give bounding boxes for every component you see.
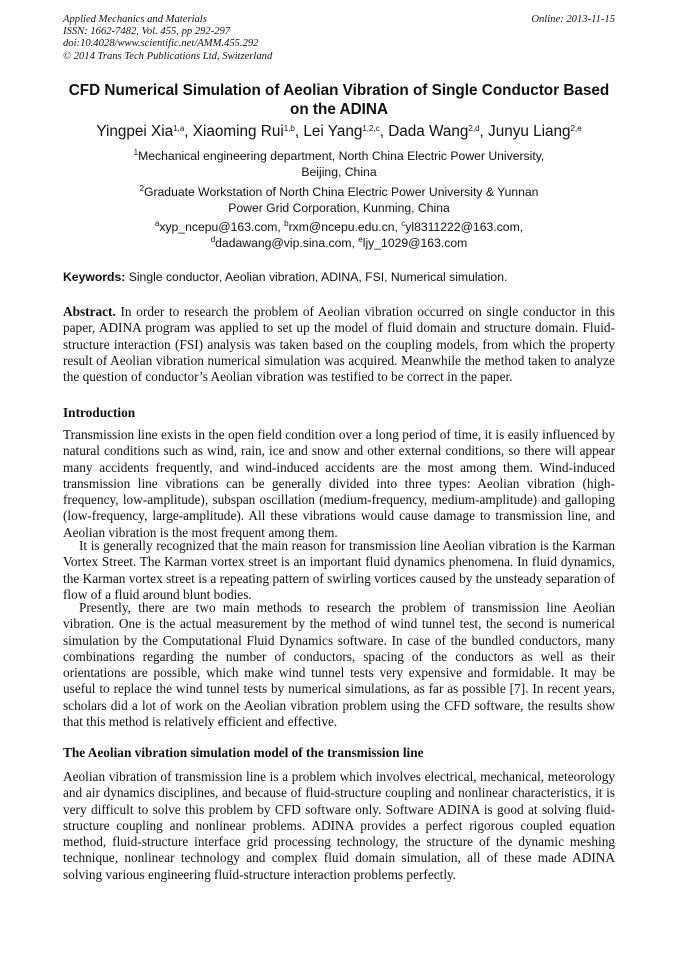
abstract-label: Abstract. — [63, 304, 116, 319]
author-list — [63, 122, 615, 141]
abstract-text: In order to research the problem of Aeolian vibration occurred on single conductor in this paper, ADINA program was applied to set up the model of fluid domain and structure domain. Fluid-structure interaction (FSI) analysis was taken based on the coupling models, from which the property result of Aeolian vibration numerical simulation was acquired. Meanwhile the method taken to analyze the question of conductor’s Aeolian vibration was testified to be correct in the paper. — [63, 304, 615, 385]
journal-header — [63, 14, 615, 63]
section-heading-introduction: Introduction — [63, 405, 136, 420]
email-link[interactable]: yl8311222@163.com, — [405, 220, 524, 234]
affiliation-1: $^1$Mechanical engineering department, North China Electric Power University, Beijing, China — [133, 148, 545, 179]
email-link[interactable]: ljy_1029@163.com — [362, 235, 468, 250]
paragraph: Presently, there are two main methods to research the problem of transmission line Aeolian vibration. One is the actual measurement by the method of wind tunnel test, the second is numerical simulation by the Computational Fluid Dynamics software. In case of the bundled conductors, many combinations regarding the number of conductors, spacing of the conductors as well as their orientations are possible, which make wind tunnel tests very expensive and formidable. It may be useful to replace the wind tunnel tests by numerical simulations, as far as possible [7]. In recent years, scholars did a lot of work on the Aeolian vibration problem using the CFD software, the results show that this method is relatively efficient and effective. — [63, 600, 615, 730]
author: Lei Yang$^{1,2,c}$, — [303, 123, 389, 140]
paragraph: Transmission line exists in the open field condition over a long period of time, it is easily influenced by natural conditions such as wind, rain, ice and snow and other external conditions, so there will appear many accidents frequently, and wind-induced accidents are the most among them. Wind-induced transmission line vibrations can be generally divided into three types: Aeolian vibration (high-frequency, low-amplitude), subspan oscillation (medium-frequency, medium-amplitude) and galloping (low-frequency, large-amplitude). All these vibrations would cause damage to transmission line, and Aeolian vibration is the most frequent among them. — [63, 427, 615, 540]
paragraph: Aeolian vibration of transmission line is a problem which involves electrical, mechanical, meteorology and air dynamics disciplines, and because of fluid-structure coupling and nonlinear characteristics, it is very difficult to solve this problem by CFD software only. Software ADINA is good at solving fluid-structure coupling and nonlinear problems. ADINA provides a perfect rigorous coupled equation method, fluid-structure interface grid processing technology, the structure of the dynamic meshing technique, nonlinear technology and complex fluid domain simulation, all of these made ADINA solving various engineering fluid-structure interaction problems perfectly. — [63, 769, 615, 882]
author: Junyu Liang$^{2,e}$ — [488, 123, 582, 140]
keywords-label: Keywords: — [63, 270, 126, 284]
author: Xiaoming Rui$^{1,b}$, — [192, 123, 304, 140]
copyright-line: © 2014 Trans Tech Publications Ltd, Switzerland — [63, 50, 273, 62]
keywords — [63, 270, 615, 285]
author: Dada Wang$^{2,d}$, — [388, 123, 489, 140]
affiliation-2: $^2$Graduate Workstation of North China Electric Power University & Yunnan Power Grid Corporation, Kunming, China — [139, 184, 539, 215]
online-date: Online: 2013-11-15 — [531, 14, 615, 25]
abstract — [63, 304, 615, 385]
email-link[interactable]: xyp_ncepu@163.com, — [159, 220, 285, 234]
paper-title: CFD Numerical Simulation of Aeolian Vibration of Single Conductor Based on the ADINA — [68, 82, 610, 118]
paragraph: It is generally recognized that the main reason for transmission line Aeolian vibration is the Karman Vortex Street. The Karman vortex street is an important fluid dynamics phenomena. In fluid dynamics, the Karman vortex street is a repeating pattern of swirling vortices caused by the unsteady separation of flow of a fluid around blunt bodies. — [63, 538, 615, 602]
journal-name: Applied Mechanics and Materials — [63, 14, 207, 25]
doi-line: doi:10.4028/www.scientific.net/AMM.455.292 — [63, 38, 259, 50]
author-emails: $^a$xyp_ncepu@163.com, $^b$rxm@ncepu.edu.cn, $^c$yl8311222@163.com, $^d$dadawang@vip.sina.com, $^e$ljy_1029@163.com — [154, 219, 524, 250]
email-link[interactable]: dadawang@vip.sina.com, — [215, 235, 359, 250]
section-heading-model: The Aeolian vibration simulation model of the transmission line — [63, 745, 424, 760]
author: Yingpei Xia$^{1,a}$, — [96, 123, 193, 140]
issn-line: ISSN: 1662-7482, Vol. 455, pp 292-297 — [63, 26, 231, 38]
email-link[interactable]: rxm@ncepu.edu.cn, — [288, 220, 402, 234]
keywords-text: Single conductor, Aeolian vibration, ADINA, FSI, Numerical simulation. — [125, 270, 508, 284]
